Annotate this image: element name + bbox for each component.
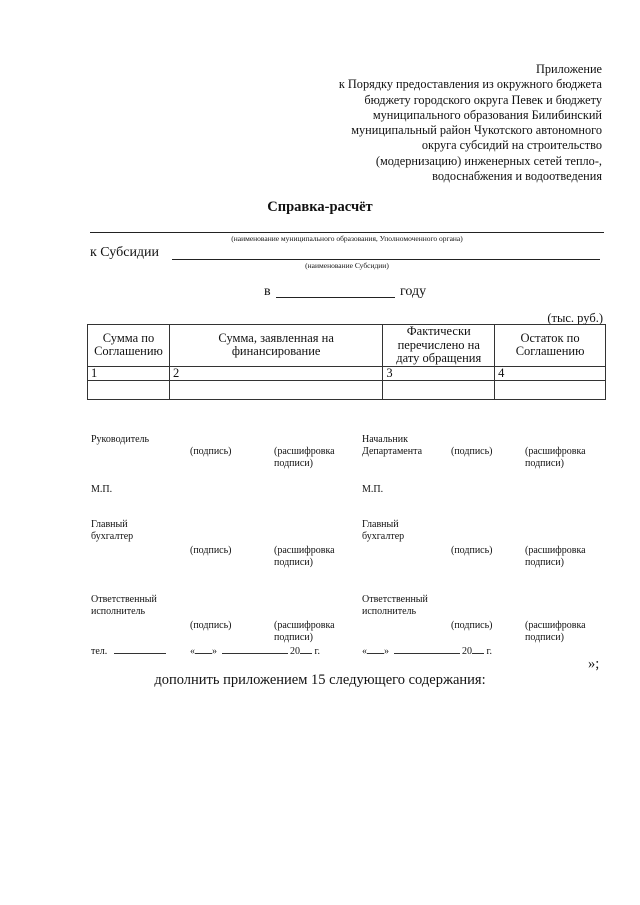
decode-line: (расшифровка	[525, 545, 586, 556]
calculation-table	[87, 324, 606, 400]
left-head-signature-hint: (подпись)	[190, 446, 232, 457]
table-cell[interactable]	[88, 380, 170, 399]
appendix-line: муниципальный район Чукотского автономного	[351, 123, 602, 138]
appendix-line: Приложение	[536, 62, 602, 76]
decode-line: подписи)	[274, 557, 313, 568]
appendix-line: (модернизацию) инженерных сетей тепло-,	[375, 153, 602, 168]
year-blank[interactable]	[472, 645, 484, 654]
year-century: 20	[462, 646, 472, 657]
appendix-header	[320, 62, 602, 184]
decode-line: подписи)	[525, 458, 564, 469]
subsidy-label: к Субсидии	[90, 245, 160, 260]
document-title: Справка-расчёт	[267, 199, 373, 215]
table-number-row	[88, 366, 606, 380]
year-suffix-label: г.	[486, 646, 492, 657]
year-blank[interactable]	[300, 645, 312, 654]
phone-label: тел.	[91, 646, 108, 657]
appendix-line: округа субсидий на строительство	[421, 138, 602, 153]
label-line: Начальник	[362, 434, 408, 445]
closing-quote: »;	[588, 656, 600, 672]
label-line: Ответственный	[362, 594, 428, 605]
right-accountant-signature-hint: (подпись)	[451, 545, 493, 556]
table-number-cell: 3	[383, 366, 495, 380]
left-executor-decode-hint	[274, 620, 335, 644]
day-blank[interactable]	[367, 645, 384, 654]
right-accountant-decode-hint	[525, 545, 586, 569]
left-stamp-label: М.П.	[91, 484, 113, 495]
left-executor-label	[91, 594, 157, 618]
right-head-signature-hint: (подпись)	[451, 446, 493, 457]
label-line: Главный	[362, 519, 399, 530]
label-line: бухгалтер	[91, 531, 134, 542]
subsidy-name-line	[172, 259, 600, 260]
left-accountant-label	[91, 519, 133, 543]
table-cell[interactable]	[383, 380, 495, 399]
right-head-label	[362, 434, 422, 458]
decode-line: (расшифровка	[274, 446, 335, 457]
year-suffix-label: г.	[314, 646, 320, 657]
right-executor-decode-hint	[525, 620, 586, 644]
closing-instruction: дополнить приложением 15 следующего содержания:	[154, 672, 486, 688]
decode-line: (расшифровка	[525, 446, 586, 457]
appendix-line: водоснабжения и водоотведения	[432, 169, 602, 184]
left-head-decode-hint	[274, 446, 335, 470]
day-blank[interactable]	[195, 645, 212, 654]
org-name-line	[90, 232, 604, 233]
table-header-cell: Сумма по Соглашению	[88, 325, 170, 367]
right-accountant-label	[362, 519, 404, 543]
left-head-label: Руководитель	[91, 434, 150, 445]
table-number-cell: 1	[88, 366, 170, 380]
table-header-cell: Фактически перечислено на дату обращения	[383, 325, 495, 367]
right-head-decode-hint	[525, 446, 586, 470]
decode-line: подписи)	[274, 458, 313, 469]
table-header-cell: Сумма, заявленная на финансирование	[169, 325, 382, 367]
left-accountant-signature-hint: (подпись)	[190, 545, 232, 556]
label-line: Ответственный	[91, 594, 157, 605]
subsidy-name-hint: (наименование Субсидии)	[305, 261, 389, 270]
table-number-cell: 4	[495, 366, 606, 380]
year-suffix: году	[400, 284, 427, 299]
month-blank[interactable]	[394, 645, 460, 654]
table-row	[88, 380, 606, 399]
label-line: Главный	[91, 519, 128, 530]
decode-line: (расшифровка	[274, 620, 335, 631]
decode-line: (расшифровка	[525, 620, 586, 631]
table-cell[interactable]	[495, 380, 606, 399]
quote-close: »	[212, 646, 217, 657]
left-accountant-decode-hint	[274, 545, 335, 569]
label-line: исполнитель	[91, 606, 146, 617]
label-line: Департамента	[362, 446, 423, 457]
appendix-line: бюджету городского округа Певек и бюджету	[364, 92, 602, 107]
year-prefix: в	[264, 284, 271, 299]
right-date-field	[362, 645, 492, 658]
phone-blank[interactable]	[114, 645, 166, 654]
table-header-row	[88, 325, 606, 367]
left-date-field	[190, 645, 320, 658]
right-executor-signature-hint: (подпись)	[451, 620, 493, 631]
appendix-line: к Порядку предоставления из окружного бюджета	[338, 77, 602, 92]
quote-close: »	[384, 646, 389, 657]
decode-line: подписи)	[525, 632, 564, 643]
units-label: (тыс. руб.)	[547, 311, 603, 325]
left-executor-signature-hint: (подпись)	[190, 620, 232, 631]
table-number-cell: 2	[169, 366, 382, 380]
left-phone-field	[91, 645, 166, 658]
table-header-cell: Остаток по Соглашению	[495, 325, 606, 367]
table-cell[interactable]	[169, 380, 382, 399]
quote-open: «	[362, 646, 367, 657]
decode-line: подписи)	[525, 557, 564, 568]
decode-line: (расшифровка	[274, 545, 335, 556]
decode-line: подписи)	[274, 632, 313, 643]
right-executor-label	[362, 594, 428, 618]
year-century: 20	[290, 646, 300, 657]
label-line: исполнитель	[362, 606, 417, 617]
org-name-hint: (наименование муниципального образования, Уполномоченного органа)	[231, 234, 463, 243]
right-stamp-label: М.П.	[362, 484, 384, 495]
appendix-line: муниципального образования Билибинский	[372, 107, 602, 122]
month-blank[interactable]	[222, 645, 288, 654]
label-line: бухгалтер	[362, 531, 405, 542]
year-blank-line	[276, 297, 395, 298]
quote-open: «	[190, 646, 195, 657]
